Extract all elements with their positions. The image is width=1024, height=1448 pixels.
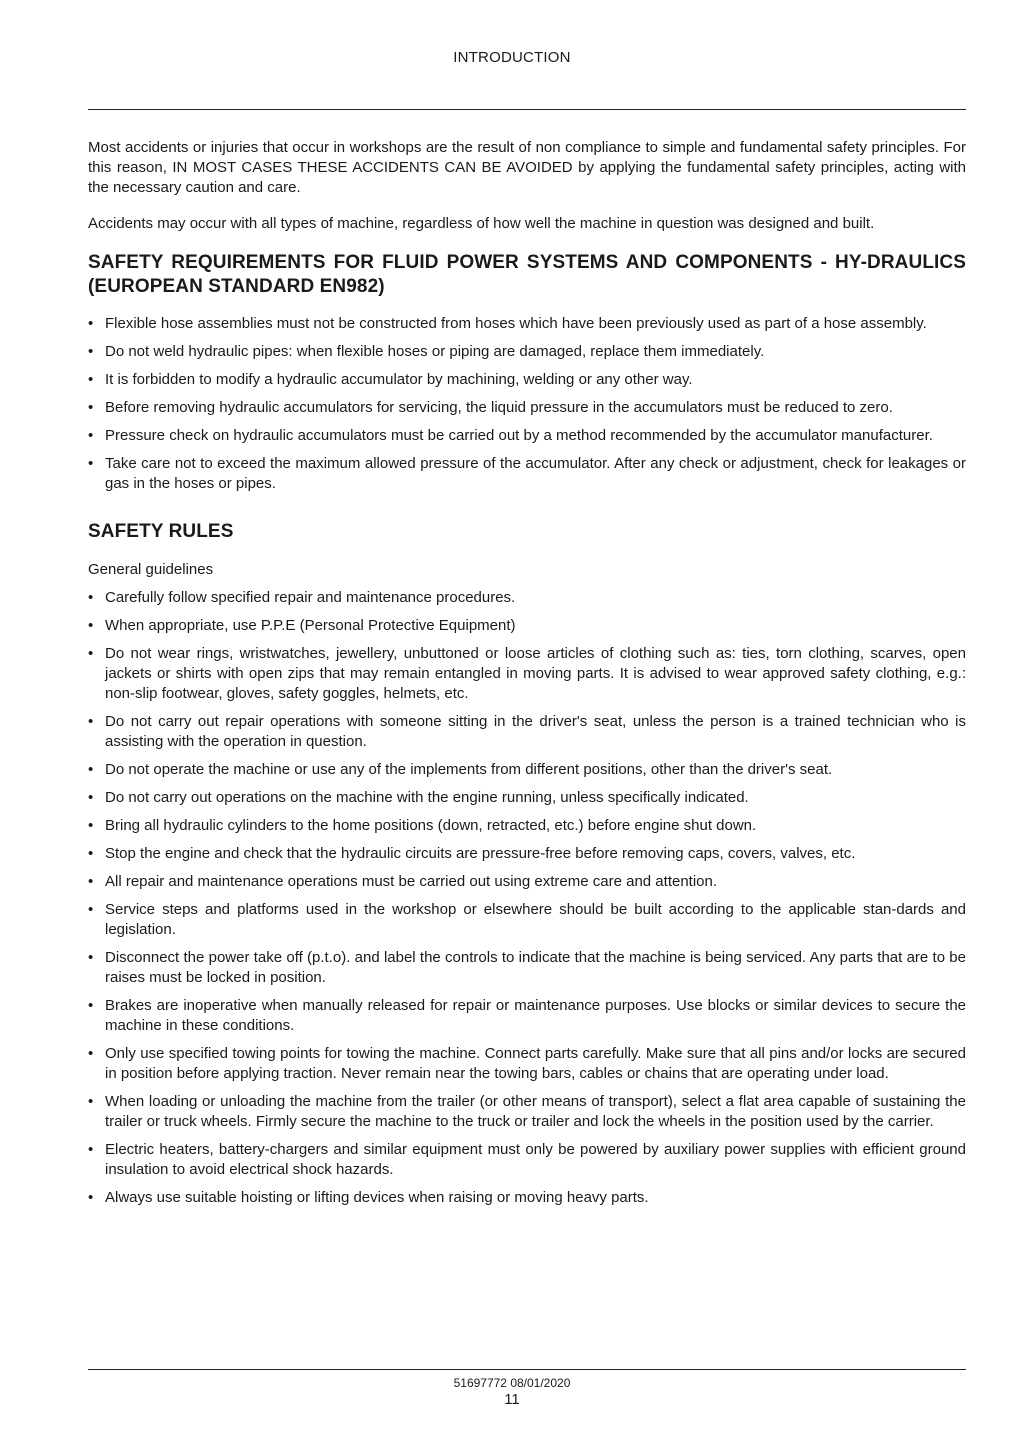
bullet-icon: • [88,845,94,862]
section-heading-fluid-power: SAFETY REQUIREMENTS FOR FLUID POWER SYSTEMS AND COMPONENTS - HY-DRAULICS (EUROPEAN STANDARD EN982) [88,252,966,297]
list-item-text: Always use suitable hoisting or lifting devices when raising or moving heavy parts. [105,1189,649,1206]
list-item [88,788,966,808]
list-item [88,1140,966,1180]
safety-rules-list [88,588,966,1208]
list-item [88,1188,966,1208]
list-item [88,398,966,418]
list-item [88,644,966,704]
list-item [88,1044,966,1084]
list-item [88,996,966,1036]
list-item-text: When appropriate, use P.P.E (Personal Protective Equipment) [105,617,516,634]
bullet-icon: • [88,645,94,662]
list-item-text: Disconnect the power take off (p.t.o). and label the controls to indicate that the machine is being serviced. Any parts that are to be raises must be locked in position. [105,949,966,986]
page-header-title: INTRODUCTION [453,49,571,66]
list-item-text: Carefully follow specified repair and maintenance procedures. [105,589,516,606]
list-item [88,426,966,446]
page-content [88,138,966,1216]
list-item [88,712,966,752]
bullet-icon: • [88,617,94,634]
list-item-text: When loading or unloading the machine from the trailer (or other means of transport), select a flat area capable of sustaining the trailer or truck wheels. Firmly secure the machine to the truck or trailer and lock the wheels in the position used by the carrier. [105,1093,966,1130]
list-item-text: Do not operate the machine or use any of the implements from different positions, other than the driver's seat. [105,761,833,778]
list-item-text: Take care not to exceed the maximum allowed pressure of the accumulator. After any check or adjustment, check for leakages or gas in the hoses or pipes. [105,455,966,492]
bullet-icon: • [88,589,94,606]
intro-paragraph: Most accidents or injuries that occur in workshops are the result of non compliance to simple and fundamental safety principles. For this reason, IN MOST CASES THESE ACCIDENTS CAN BE AVOIDED by applying the fundamental safety principles, acting with the necessary caution and care. [88,139,966,196]
general-guidelines-subheading: General guidelines [88,561,214,578]
bullet-icon: • [88,713,94,730]
list-item-text: Do not weld hydraulic pipes: when flexible hoses or piping are damaged, replace them immediately. [105,343,765,360]
list-item-text: Only use specified towing points for towing the machine. Connect parts carefully. Make sure that all pins and/or locks are secured in position before applying traction. Never remain near the towing bars, cables or chains that are operating under load. [105,1045,966,1082]
list-item [88,816,966,836]
intro-paragraph: Accidents may occur with all types of machine, regardless of how well the machine in question was designed and built. [88,215,875,232]
bullet-icon: • [88,1093,94,1110]
list-item-text: Before removing hydraulic accumulators for servicing, the liquid pressure in the accumulators must be reduced to zero. [105,399,893,416]
list-item-text: It is forbidden to modify a hydraulic accumulator by machining, welding or any other way. [105,371,693,388]
list-item [88,1092,966,1132]
list-item [88,588,966,608]
bullet-icon: • [88,1141,94,1158]
list-item [88,948,966,988]
list-item-text: Electric heaters, battery-chargers and similar equipment must only be powered by auxiliary power supplies with efficient ground insulation to avoid electrical shock hazards. [105,1141,966,1178]
list-item-text: Do not carry out repair operations with someone sitting in the driver's seat, unless the person is a trained technician who is assisting with the operation in question. [105,713,966,750]
list-item [88,872,966,892]
bullet-icon: • [88,343,94,360]
list-item [88,314,966,334]
list-item [88,342,966,362]
list-item-text: Do not carry out operations on the machine with the engine running, unless specifically indicated. [105,789,749,806]
bullet-icon: • [88,997,94,1014]
bullet-icon: • [88,399,94,416]
bullet-icon: • [88,1045,94,1062]
bullet-icon: • [88,427,94,444]
bullet-icon: • [88,817,94,834]
footer-doc-code: 51697772 08/01/2020 [453,1376,571,1390]
page-number: 11 [504,1391,520,1408]
list-item-text: Stop the engine and check that the hydraulic circuits are pressure-free before removing caps, covers, valves, etc. [105,845,856,862]
list-item-text: All repair and maintenance operations must be carried out using extreme care and attention. [105,873,718,890]
fluid-power-requirements-list [88,314,966,494]
list-item [88,900,966,940]
bullet-icon: • [88,789,94,806]
section-heading-safety-rules: SAFETY RULES [88,521,234,542]
bullet-icon: • [88,901,94,918]
list-item-text: Bring all hydraulic cylinders to the home positions (down, retracted, etc.) before engine shut down. [105,817,757,834]
list-item-text: Do not wear rings, wristwatches, jewellery, unbuttoned or loose articles of clothing such as: ties, torn clothing, scarves, open jackets or shirts with open zips that may remain entangled in moving parts. It is advised to wear approved safety clothing, e.g.: non-slip footwear, gloves, safety goggles, helmets, etc. [105,645,966,702]
bullet-icon: • [88,949,94,966]
list-item [88,844,966,864]
list-item-text: Brakes are inoperative when manually released for repair or maintenance purposes. Use blocks or similar devices to secure the machine in these conditions. [105,997,966,1034]
list-item [88,454,966,494]
list-item [88,760,966,780]
list-item [88,370,966,390]
list-item [88,616,966,636]
list-item-text: Pressure check on hydraulic accumulators must be carried out by a method recommended by the accumulator manufacturer. [105,427,933,444]
bullet-icon: • [88,761,94,778]
bullet-icon: • [88,1189,94,1206]
bullet-icon: • [88,371,94,388]
footer-divider [88,1369,966,1370]
list-item-text: Flexible hose assemblies must not be constructed from hoses which have been previously used as part of a hose assembly. [105,315,927,332]
bullet-icon: • [88,873,94,890]
header-divider [88,109,966,110]
bullet-icon: • [88,455,94,472]
list-item-text: Service steps and platforms used in the workshop or elsewhere should be built according to the applicable stan-dards and legislation. [105,901,966,938]
bullet-icon: • [88,315,94,332]
